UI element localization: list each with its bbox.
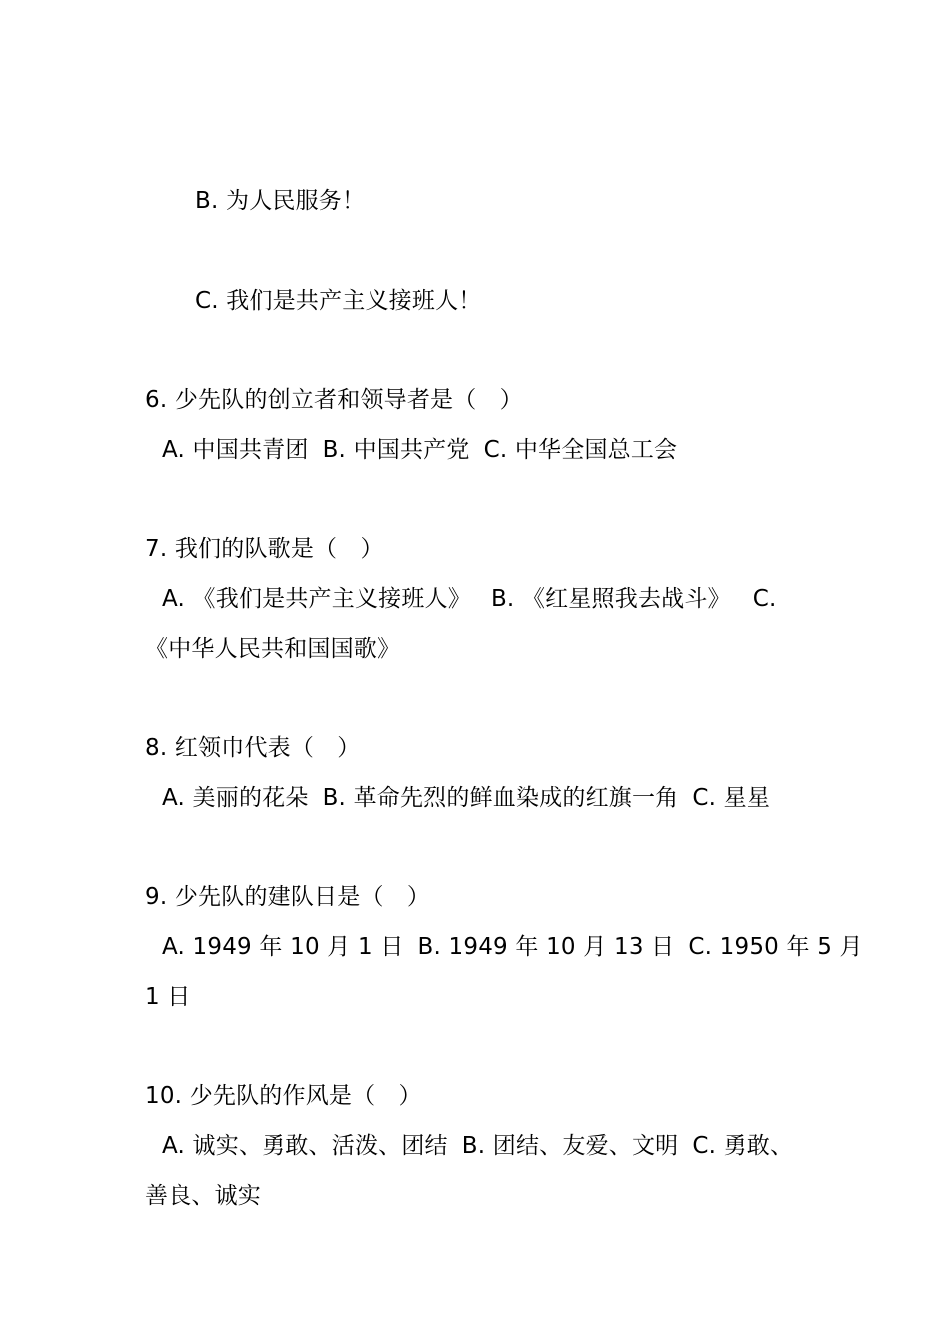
q9-option-a: A. 1949 年 10 月 1 日: [162, 934, 404, 960]
q7-option-b: B. 《红星照我去战斗》: [490, 586, 731, 612]
question-6-options: [162, 434, 677, 466]
q9-option-c-continued: 1 日: [145, 984, 191, 1010]
question-10: 10. 少先队的作风是（ ）: [145, 1083, 422, 1109]
question-9-options: [162, 931, 863, 963]
q6-option-c: C. 中华全国总工会: [483, 437, 678, 463]
q8-option-b: B. 革命先烈的鲜血染成的红旗一角: [322, 785, 679, 811]
q6-option-b: B. 中国共产党: [322, 437, 470, 463]
q10-option-c-continued: 善良、诚实: [145, 1183, 261, 1209]
q10-option-c: C. 勇敢、: [692, 1133, 794, 1159]
question-7: 7. 我们的队歌是（ ）: [145, 536, 384, 562]
question-10-options: [162, 1130, 793, 1162]
q5-option-c: C. 我们是共产主义接班人！: [195, 288, 482, 314]
question-6: 6. 少先队的创立者和领导者是（ ）: [145, 387, 523, 413]
q7-option-c-continued: 《中华人民共和国国歌》: [145, 636, 401, 662]
question-8-options: [162, 782, 770, 814]
q10-option-b: B. 团结、友爱、文明: [461, 1133, 679, 1159]
q9-option-c: C. 1950 年 5 月: [688, 934, 863, 960]
q8-option-c: C. 星星: [692, 785, 771, 811]
question-7-options: [162, 583, 777, 615]
q10-option-a: A. 诚实、勇敢、活泼、团结: [162, 1133, 448, 1159]
question-8: 8. 红领巾代表（ ）: [145, 735, 361, 761]
q9-option-b: B. 1949 年 10 月 13 日: [417, 934, 675, 960]
q6-option-a: A. 中国共青团: [162, 437, 309, 463]
q8-option-a: A. 美丽的花朵: [162, 785, 309, 811]
q7-option-a: A. 《我们是共产主义接班人》: [162, 586, 471, 612]
q7-option-c: C.: [752, 586, 777, 612]
q5-option-b: B. 为人民服务！: [195, 188, 366, 214]
question-9: 9. 少先队的建队日是（ ）: [145, 884, 431, 910]
